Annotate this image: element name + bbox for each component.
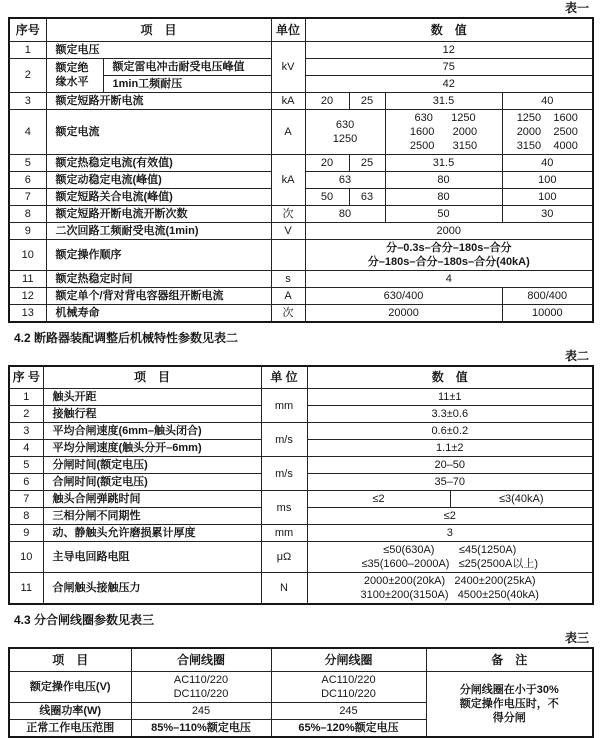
unit-cell: kA bbox=[271, 154, 305, 205]
item-cell: 额定电压 bbox=[46, 41, 271, 58]
table-row bbox=[9, 366, 593, 389]
remark-cell: 分闸线圈在小于30% 额定操作电压时，不 得分闸 bbox=[426, 671, 593, 737]
value-cell: 0.6±0.2 bbox=[307, 423, 593, 440]
item-cell: 额定雷电冲击耐受电压峰值 bbox=[103, 58, 271, 75]
table-row bbox=[9, 525, 593, 542]
value-cell: 80 bbox=[305, 205, 385, 222]
unit-cell bbox=[271, 239, 305, 270]
unit-cell: kA bbox=[271, 92, 305, 109]
value-cell: 63 bbox=[305, 171, 385, 188]
value-cell: 4 bbox=[305, 270, 593, 287]
item-cell: 额定短路开断电流 bbox=[46, 92, 271, 109]
item-cell: 1min工频耐压 bbox=[103, 75, 271, 92]
item-cell: 正常工作电压范围 bbox=[9, 719, 131, 737]
value-cell: ≤2 bbox=[307, 491, 450, 508]
item-cell: 额定热稳定电流(有效值) bbox=[46, 154, 271, 171]
table-row bbox=[9, 41, 593, 58]
seq-cell: 11 bbox=[9, 270, 46, 287]
header-cell: 单位 bbox=[271, 18, 305, 41]
table-row bbox=[9, 671, 593, 702]
table-row bbox=[9, 287, 593, 304]
seq-cell: 1 bbox=[9, 389, 43, 406]
section-4-3-heading: 4.3 分合闸线圈参数见表三 bbox=[14, 613, 155, 627]
item-cell: 触头开距 bbox=[43, 389, 261, 406]
item-cell: 动、静触头允许磨损累计厚度 bbox=[43, 525, 261, 542]
value-cell: 10000 bbox=[502, 304, 593, 322]
header-cell: 项 目 bbox=[46, 18, 271, 41]
item-cell: 额定动稳定电流(峰值) bbox=[46, 171, 271, 188]
header-cell: 合闸线圈 bbox=[131, 648, 271, 671]
value-cell: 25 bbox=[349, 92, 385, 109]
value-cell: 245 bbox=[131, 702, 271, 719]
unit-cell: 次 bbox=[271, 205, 305, 222]
seq-cell: 10 bbox=[9, 542, 43, 573]
header-cell: 项 目 bbox=[9, 648, 131, 671]
unit-cell: mm bbox=[261, 525, 307, 542]
value-cell: AC110/220 DC110/220 bbox=[131, 671, 271, 702]
seq-cell: 7 bbox=[9, 188, 46, 205]
item-cell: 合闸时间(额定电压) bbox=[43, 474, 261, 491]
table1-caption: 表一 bbox=[564, 1, 589, 15]
header-cell: 数 值 bbox=[305, 18, 593, 41]
value-cell: 2000 bbox=[305, 222, 593, 239]
unit-cell: N bbox=[261, 573, 307, 605]
value-cell: 31.5 bbox=[385, 154, 502, 171]
seq-cell: 5 bbox=[9, 154, 46, 171]
table-coil-parameters bbox=[8, 647, 594, 738]
table-row bbox=[9, 222, 593, 239]
value-cell: 630/400 bbox=[305, 287, 502, 304]
value-cell: 20 bbox=[305, 154, 349, 171]
value-cell: 100 bbox=[502, 171, 593, 188]
table-row bbox=[9, 92, 593, 109]
item-group-cell: 额定绝 缘水平 bbox=[46, 58, 103, 92]
seq-cell: 9 bbox=[9, 222, 46, 239]
unit-cell: V bbox=[271, 222, 305, 239]
value-cell: 630 1250 1600 2000 2500 3150 bbox=[385, 109, 502, 154]
seq-cell: 1 bbox=[9, 41, 46, 58]
table-mechanical-characteristics bbox=[8, 365, 594, 606]
seq-cell: 6 bbox=[9, 171, 46, 188]
value-cell: 800/400 bbox=[502, 287, 593, 304]
seq-cell: 8 bbox=[9, 205, 46, 222]
value-cell: 85%–110%额定电压 bbox=[131, 719, 271, 737]
table-row bbox=[9, 648, 593, 671]
seq-cell: 11 bbox=[9, 573, 43, 605]
value-cell: ≤3(40kA) bbox=[450, 491, 593, 508]
value-cell: 100 bbox=[502, 188, 593, 205]
value-cell: 50 bbox=[305, 188, 349, 205]
value-cell: 35–70 bbox=[307, 474, 593, 491]
header-cell: 序号 bbox=[9, 18, 46, 41]
unit-cell: kV bbox=[271, 41, 305, 92]
value-cell: 65%–120%额定电压 bbox=[271, 719, 426, 737]
unit-cell: A bbox=[271, 287, 305, 304]
header-cell: 项 目 bbox=[43, 366, 261, 389]
table2-caption: 表二 bbox=[564, 348, 589, 363]
table3-caption: 表三 bbox=[564, 631, 589, 645]
table-rated-technical-parameters bbox=[8, 17, 594, 323]
table-row bbox=[9, 457, 593, 474]
section-4-2-heading: 4.2 断路器装配调整后机械特性参数见表二 bbox=[14, 330, 239, 345]
value-cell: 245 bbox=[271, 702, 426, 719]
seq-cell: 2 bbox=[9, 58, 46, 92]
value-cell: 分–0.3s–合分–180s–合分 分–180s–合分–180s–合分(40kA) bbox=[305, 239, 593, 270]
value-cell: 20000 bbox=[305, 304, 502, 322]
seq-cell: 9 bbox=[9, 525, 43, 542]
value-cell: 31.5 bbox=[385, 92, 502, 109]
unit-cell: ms bbox=[261, 491, 307, 525]
item-cell: 平均合闸速度(6mm–触头闭合) bbox=[43, 423, 261, 440]
table-row bbox=[9, 270, 593, 287]
item-cell: 分闸时间(额定电压) bbox=[43, 457, 261, 474]
seq-cell: 4 bbox=[9, 440, 43, 457]
unit-cell: μΩ bbox=[261, 542, 307, 573]
value-cell: ≤2 bbox=[307, 508, 593, 525]
item-cell: 机械寿命 bbox=[46, 304, 271, 322]
value-cell: 630 1250 bbox=[305, 109, 385, 154]
item-cell: 额定电流 bbox=[46, 109, 271, 154]
header-cell: 单 位 bbox=[261, 366, 307, 389]
item-cell: 合闸触头接触压力 bbox=[43, 573, 261, 605]
seq-cell: 3 bbox=[9, 92, 46, 109]
item-cell: 接触行程 bbox=[43, 406, 261, 423]
value-cell: 1.1±2 bbox=[307, 440, 593, 457]
table-row bbox=[9, 154, 593, 171]
unit-cell: 次 bbox=[271, 304, 305, 322]
value-cell: 50 bbox=[385, 205, 502, 222]
table-row bbox=[9, 18, 593, 41]
item-cell: 二次回路工频耐受电流(1min) bbox=[46, 222, 271, 239]
item-cell: 平均分闸速度(触头分开–6mm) bbox=[43, 440, 261, 457]
item-cell: 额定操作顺序 bbox=[46, 239, 271, 270]
value-cell: 3.3±0.6 bbox=[307, 406, 593, 423]
value-cell: AC110/220 DC110/220 bbox=[271, 671, 426, 702]
header-cell: 序 号 bbox=[9, 366, 43, 389]
table-row bbox=[9, 389, 593, 406]
unit-cell: A bbox=[271, 109, 305, 154]
item-cell: 额定短路关合电流(峰值) bbox=[46, 188, 271, 205]
value-cell: 42 bbox=[305, 75, 593, 92]
value-cell: 12 bbox=[305, 41, 593, 58]
unit-cell: m/s bbox=[261, 457, 307, 491]
value-cell: 40 bbox=[502, 154, 593, 171]
unit-cell: mm bbox=[261, 389, 307, 423]
value-cell: 3 bbox=[307, 525, 593, 542]
table-row bbox=[9, 205, 593, 222]
value-cell: 80 bbox=[385, 188, 502, 205]
value-cell: ≤50(630A) ≤45(1250A) ≤35(1600–2000A) ≤25(2500A以上) bbox=[307, 542, 593, 573]
item-cell: 三相分闸不同期性 bbox=[43, 508, 261, 525]
item-cell: 额定热稳定时间 bbox=[46, 270, 271, 287]
table-row bbox=[9, 304, 593, 322]
seq-cell: 2 bbox=[9, 406, 43, 423]
item-cell: 线圈功率(W) bbox=[9, 702, 131, 719]
seq-cell: 12 bbox=[9, 287, 46, 304]
value-cell: 11±1 bbox=[307, 389, 593, 406]
value-cell: 25 bbox=[349, 154, 385, 171]
seq-cell: 8 bbox=[9, 508, 43, 525]
seq-cell: 4 bbox=[9, 109, 46, 154]
table-row bbox=[9, 573, 593, 605]
value-cell: 40 bbox=[502, 92, 593, 109]
item-cell: 触头合闸弹跳时间 bbox=[43, 491, 261, 508]
seq-cell: 3 bbox=[9, 423, 43, 440]
header-cell: 备 注 bbox=[426, 648, 593, 671]
value-cell: 2000±200(20kA) 2400±200(25kA) 3100±200(3150A) 4500±250(40kA) bbox=[307, 573, 593, 605]
seq-cell: 10 bbox=[9, 239, 46, 270]
item-cell: 额定短路开断电流开断次数 bbox=[46, 205, 271, 222]
table-row bbox=[9, 542, 593, 573]
seq-cell: 6 bbox=[9, 474, 43, 491]
value-cell: 80 bbox=[385, 171, 502, 188]
seq-cell: 5 bbox=[9, 457, 43, 474]
table-row bbox=[9, 109, 593, 154]
table-row bbox=[9, 491, 593, 508]
seq-cell: 13 bbox=[9, 304, 46, 322]
value-cell: 20 bbox=[305, 92, 349, 109]
value-cell: 1250 1600 2000 2500 3150 4000 bbox=[502, 109, 593, 154]
seq-cell: 7 bbox=[9, 491, 43, 508]
table-row bbox=[9, 423, 593, 440]
unit-cell: m/s bbox=[261, 423, 307, 457]
table-row bbox=[9, 239, 593, 270]
value-cell: 75 bbox=[305, 58, 593, 75]
value-cell: 20–50 bbox=[307, 457, 593, 474]
unit-cell: s bbox=[271, 270, 305, 287]
item-cell: 额定单个/背对背电容器组开断电流 bbox=[46, 287, 271, 304]
item-cell: 额定操作电压(V) bbox=[9, 671, 131, 702]
item-cell: 主导电回路电阻 bbox=[43, 542, 261, 573]
header-cell: 数 值 bbox=[307, 366, 593, 389]
value-cell: 63 bbox=[349, 188, 385, 205]
header-cell: 分闸线圈 bbox=[271, 648, 426, 671]
value-cell: 30 bbox=[502, 205, 593, 222]
